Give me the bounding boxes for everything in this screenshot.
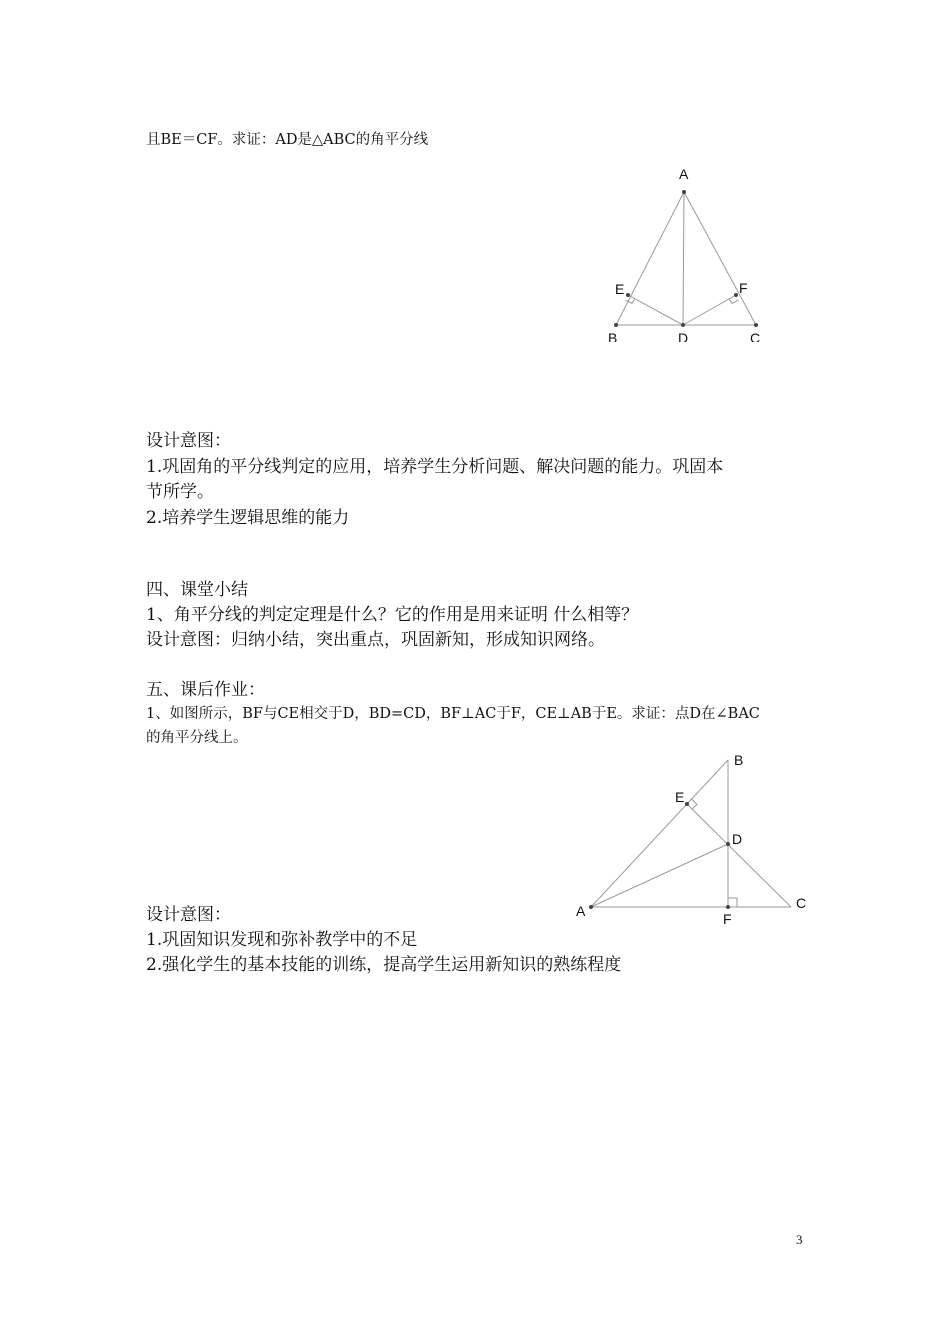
label-d: D bbox=[732, 831, 743, 847]
label-c: C bbox=[750, 330, 761, 342]
segment-ab bbox=[616, 192, 684, 325]
figure-triangle-abc-altitudes bbox=[570, 748, 810, 928]
point-a bbox=[589, 905, 593, 909]
label-e: E bbox=[615, 281, 625, 297]
figure-triangle-abc-bisector bbox=[600, 162, 800, 342]
label-f: F bbox=[723, 911, 732, 927]
right-angle-mark-e bbox=[692, 799, 698, 809]
page-number: 3 bbox=[796, 1232, 803, 1247]
section5-problem-line1: 1、如图所示，BF与CE相交于D，BD=CD，BF⊥AC于F，CE⊥AB于E。求证：点D在∠BAC bbox=[146, 706, 760, 722]
design-intent-heading-2: 设计意图： bbox=[146, 905, 231, 925]
design-intent-1-item1-line2: 节所学。 bbox=[146, 482, 214, 502]
label-a: A bbox=[576, 903, 586, 919]
point-a bbox=[682, 190, 686, 194]
label-c: C bbox=[796, 895, 807, 911]
point-d bbox=[681, 323, 685, 327]
point-d bbox=[726, 842, 730, 846]
design-intent-heading-1: 设计意图： bbox=[146, 431, 231, 451]
label-b: B bbox=[608, 330, 618, 342]
point-c bbox=[754, 323, 758, 327]
point-f bbox=[726, 905, 730, 909]
segment-ab bbox=[591, 760, 728, 907]
segment-de bbox=[628, 295, 683, 325]
design-intent-1-item1-line1: 1.巩固角的平分线判定的应用，培养学生分析问题、解决问题的能力。巩固本 bbox=[146, 457, 724, 477]
label-f: F bbox=[739, 280, 748, 296]
section5-heading: 五、课后作业： bbox=[146, 680, 265, 700]
label-b: B bbox=[734, 752, 744, 768]
section4-question: 1、角平分线的判定定理是什么？它的作用是用来证明 什么相等？ bbox=[146, 605, 639, 625]
point-b bbox=[614, 323, 618, 327]
label-e: E bbox=[675, 789, 685, 805]
point-e bbox=[626, 293, 630, 297]
label-a: A bbox=[679, 166, 689, 182]
label-d: D bbox=[678, 330, 689, 342]
right-angle-mark-f bbox=[729, 299, 739, 304]
problem-intro: 且BE＝CF。求证：AD是△ABC的角平分线 bbox=[146, 132, 429, 148]
section4-intent: 设计意图：归纳小结，突出重点，巩固新知，形成知识网络。 bbox=[146, 630, 605, 650]
segment-ad bbox=[683, 192, 684, 325]
design-intent-2-item1: 1.巩固知识发现和弥补教学中的不足 bbox=[146, 930, 418, 950]
section4-heading: 四、课堂小结 bbox=[146, 580, 248, 600]
design-intent-2-item2: 2.强化学生的基本技能的训练，提高学生运用新知识的熟练程度 bbox=[146, 955, 622, 975]
segment-ad bbox=[591, 844, 728, 907]
design-intent-1-item2: 2.培养学生逻辑思维的能力 bbox=[146, 508, 350, 528]
segment-ac bbox=[684, 192, 756, 325]
point-f bbox=[734, 293, 738, 297]
section5-problem-line2: 的角平分线上。 bbox=[146, 730, 248, 746]
point-e bbox=[685, 802, 689, 806]
segment-df bbox=[683, 295, 736, 325]
